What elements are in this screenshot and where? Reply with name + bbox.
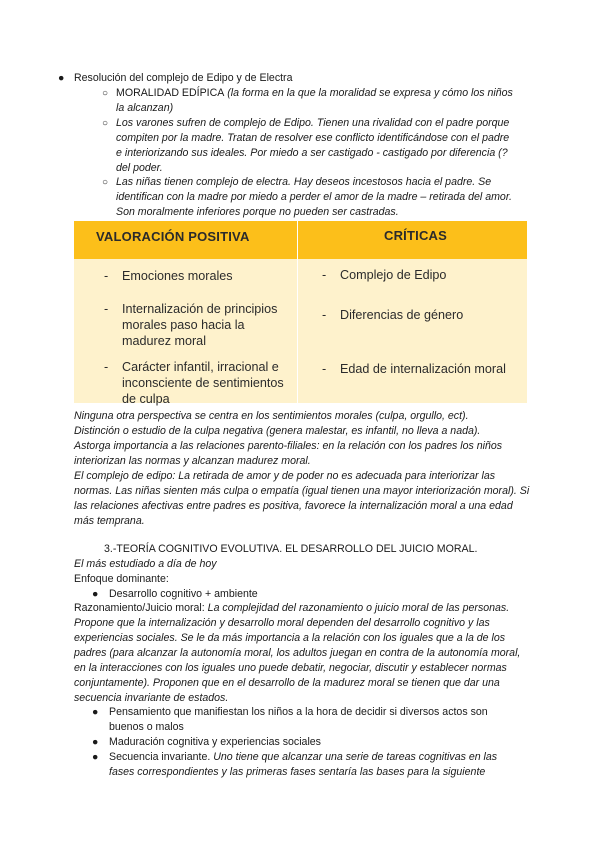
cell-text: Internalización de principios morales paso hacia la madurez moral [122, 302, 278, 348]
bullet-icon: ● [92, 588, 99, 600]
enfoque-label: Enfoque dominante: [74, 573, 169, 585]
list-item-text: Uno tiene que alcanzar una serie de tareas cognitivas en las fases correspondientes y las primeras fases sentaría las bases para la siguiente [109, 751, 498, 778]
cell-text: Carácter infantil, irracional e inconsciente de sentimientos de culpa [122, 360, 284, 406]
list-item-text: Desarrollo cognitivo + ambiente [109, 588, 258, 600]
section-subtitle: El más estudiado a día de hoy [74, 558, 217, 570]
table-cell [322, 267, 520, 283]
cell-text: Edad de internalización moral [340, 362, 506, 376]
note-paragraph: El complejo de edipo: La retirada de amor y de poder no es adecuada para interiorizar las normas. Las niñas sienten más culpa o empatía (igual tienen una mayor interiorización moral). Si las relaciones afectivas entre padres es positiva, favorece la internalización moral a una edad más temprana. [74, 470, 530, 527]
note-paragraph: Astorga importancia a las relaciones parento-filiales: en la relación con los padres los niños interiorizan las normas y alcanzan madurez moral. [74, 440, 503, 467]
bullet-icon: ● [92, 751, 99, 763]
dash-icon: - [104, 360, 109, 374]
sub-list-item [102, 175, 516, 220]
list-item-text: Maduración cognitiva y experiencias sociales [109, 736, 321, 748]
header-criticas: CRÍTICAS [384, 228, 447, 243]
bullet-icon: ● [92, 736, 99, 748]
table-cell [104, 301, 294, 349]
paragraph-label: Razonamiento/Juicio moral: [74, 602, 208, 614]
column-divider [297, 221, 298, 403]
sub-item-title: MORALIDAD EDÍPICA [116, 87, 225, 99]
note-paragraph: Distinción o estudio de la culpa negativa (genera malestar, es infantil, no lleva a nada). [74, 425, 481, 437]
paragraph-text: La complejidad del razonamiento o juicio moral de las personas. Propone que la internalización y desarrollo moral dependen del desarrollo cognitivo y las experiencias sociales. Se le da más importancia a la relación con los iguales que a la de los padres (para alcanzar la autonomía moral, los adultos juegan en contra de la autonomía moral, en la interacciones con los iguales uno puede debatir, negociar, discutir y establecer normas conjuntamente). Proponen que en el desarrollo de la madurez moral se tienen que dar una secuencia invariante de estados. [74, 602, 521, 704]
table-cell [322, 307, 520, 323]
circle-bullet-icon: ○ [102, 88, 109, 99]
table-cell [104, 359, 294, 407]
bullet-icon: ● [58, 72, 65, 84]
table-cell [322, 361, 520, 377]
dash-icon: - [104, 269, 109, 283]
list-item [58, 71, 544, 86]
circle-bullet-icon: ○ [102, 118, 109, 129]
cell-text: Emociones morales [122, 269, 233, 283]
dash-icon: - [322, 362, 327, 376]
section-heading: 3.-TEORÍA COGNITIVO EVOLUTIVA. EL DESARROLLO DEL JUICIO MORAL. [104, 543, 478, 555]
dash-icon: - [322, 268, 327, 282]
bullet-icon: ● [92, 706, 99, 718]
circle-bullet-icon: ○ [102, 177, 109, 188]
dash-icon: - [322, 308, 327, 322]
sub-item-note: (la forma en la que la moralidad se expresa y cómo los niños la alcanzan) [116, 87, 513, 114]
header-positive: VALORACIÓN POSITIVA [96, 229, 250, 244]
table-cell [104, 268, 294, 284]
comparison-table [74, 221, 527, 406]
cell-text: Diferencias de género [340, 308, 464, 322]
list-item [92, 750, 519, 780]
list-item-text: Pensamiento que manifiestan los niños a la hora de decidir si diversos actos son buenos o malos [109, 706, 488, 733]
sub-list-item [102, 116, 516, 176]
dash-icon: - [104, 302, 109, 316]
list-item-text: Resolución del complejo de Edipo y de Electra [74, 72, 293, 84]
list-item-label: Secuencia invariante. [109, 751, 214, 763]
note-paragraph: Ninguna otra perspectiva se centra en los sentimientos morales (culpa, orgullo, ect). [74, 410, 469, 422]
sub-list-item [102, 86, 516, 116]
list-item [92, 735, 519, 750]
list-item [92, 705, 519, 735]
sub-item-text: Los varones sufren de complejo de Edipo. Tienen una rivalidad con el padre porque compiten por la madre. Tratan de resolver ese conflicto identificándose con el padre e interiorizando sus ideales. Por miedo a ser castigado - castigado por diferencia (? del poder. [116, 117, 510, 174]
sub-item-text: Las niñas tienen complejo de electra. Hay deseos incestosos hacia el padre. Se identifican con la madre por miedo a perder el amor de la madre – retirada del amor. Son moralmente inferiores porque no pueden ser castradas. [116, 176, 512, 218]
cell-text: Complejo de Edipo [340, 268, 447, 282]
razonamiento-paragraph [74, 601, 528, 706]
list-item [92, 587, 519, 602]
